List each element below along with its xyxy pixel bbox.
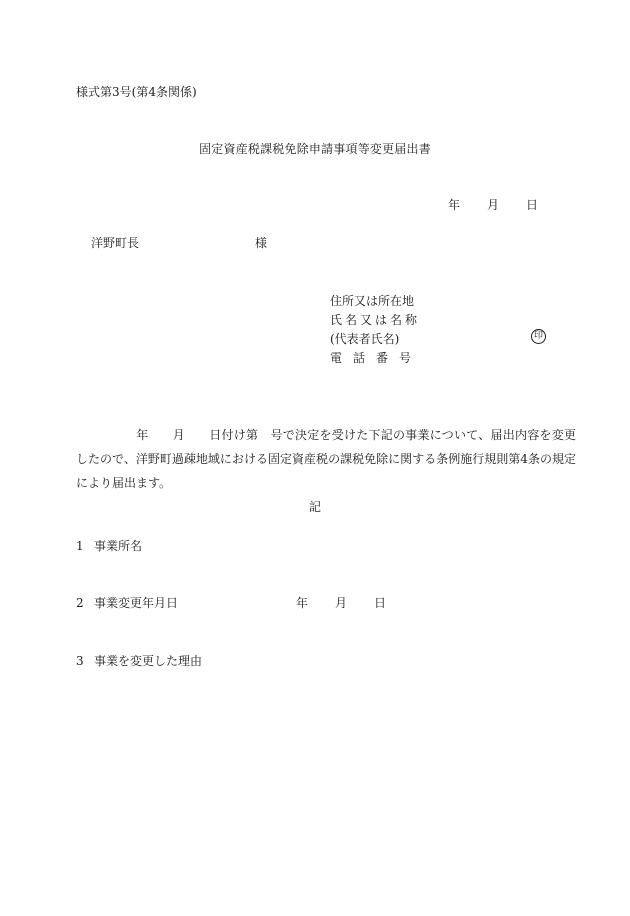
form-number: 様式第3号(第4条関係): [76, 85, 197, 99]
body-paragraph: [76, 423, 576, 495]
item-number: 1: [76, 539, 84, 553]
item-label: 事業変更年月日: [94, 596, 179, 610]
change-date-fields: [296, 597, 386, 609]
date-month-label: 月: [487, 198, 500, 212]
date-day-label: 日: [526, 198, 539, 212]
body-year-label: 年: [136, 428, 149, 442]
date-year-label: 年: [448, 198, 461, 212]
body-text: 号で決定を受けた下記の事業について、届出内容を変更したので、洋野町過疎地域における固定資産税の課税免除に関する条例施行規則第4条の規定により届出ます。: [76, 428, 576, 490]
applicant-representative-label: (代表者氏名): [330, 332, 400, 346]
item-label: 事業を変更した理由: [94, 654, 203, 668]
applicant-address-label: 住所又は所在地: [330, 294, 415, 308]
item-label: 事業所名: [94, 539, 143, 553]
addressee-name: 洋野町長: [91, 236, 140, 250]
body-month-label: 月: [172, 428, 185, 442]
body-day-prefix: 日付け第: [209, 428, 259, 442]
submission-date: [448, 199, 538, 211]
document-title: 固定資産税課税免除申請事項等変更届出書: [199, 142, 431, 156]
change-date-month: 月: [335, 596, 348, 610]
change-date-day: 日: [374, 596, 387, 610]
item-change-date: [76, 597, 178, 609]
change-date-year: 年: [296, 596, 309, 610]
item-number: 3: [76, 654, 84, 668]
item-business-name: [76, 540, 142, 552]
item-number: 2: [76, 596, 84, 610]
applicant-phone-label: 電話番号: [330, 351, 423, 365]
applicant-fields: [330, 292, 422, 368]
item-change-reason: [76, 655, 202, 667]
applicant-name-label: 氏名又は名称: [330, 313, 421, 327]
addressee-honorific: 様: [255, 236, 268, 250]
ki-heading: 記: [308, 500, 321, 514]
seal-mark: 印: [531, 329, 546, 344]
